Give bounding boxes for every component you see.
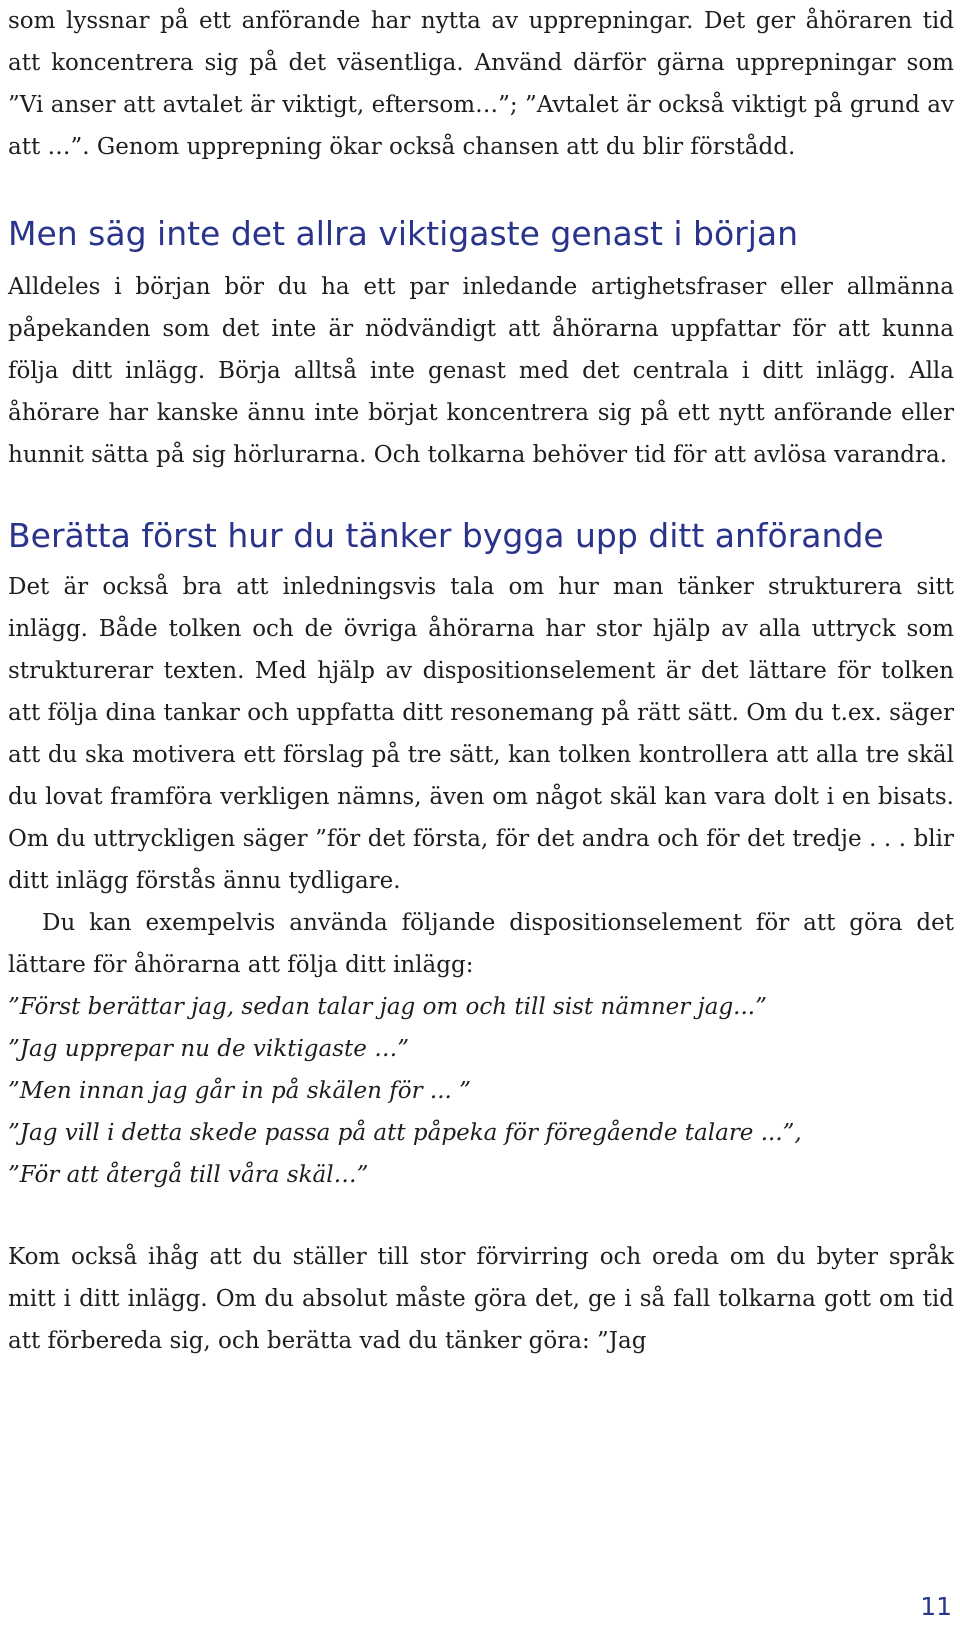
- example-phrase: ”Jag upprepar nu de viktigaste …”: [8, 1036, 409, 1062]
- example-phrase: ”För att återgå till våra skäl…”: [8, 1162, 369, 1188]
- document-page: [8, 0, 954, 1362]
- intro-paragraph: som lyssnar på ett anförande har nytta av upprepningar. Det ger åhöraren tid att koncentrera sig på det väsentliga. Använd därför gärna upprepningar som ”Vi anser att avtalet är viktigt, eftersom…”; ”Avtalet är också viktigt på grund av att …”. Genom upprepning ökar också chansen att du blir förstådd.: [8, 8, 954, 160]
- example-phrase: ”Jag vill i detta skede passa på att påpeka för föregående talare ...”,: [8, 1120, 802, 1146]
- section-paragraph-examples: Du kan exempelvis använda följande dispositionselement för att göra det lättare för åhörarna att följa ditt inlägg:: [8, 910, 954, 978]
- section-paragraph-start: Alldeles i början bör du ha ett par inledande artighetsfraser eller allmänna påpekanden som det inte är nödvändigt att åhörarna uppfattar för att kunna följa ditt inlägg. Börja alltså inte genast med det centrala i ditt inlägg. Alla åhörare har kanske ännu inte börjat koncentrera sig på ett nytt anförande eller hunnit sätta på sig hörlurarna. Och tolkarna behöver tid för att avlösa varandra.: [8, 274, 954, 468]
- section-heading-structure: Berätta först hur du tänker bygga upp ditt anförande: [8, 516, 884, 555]
- section-paragraph-structure: Det är också bra att inledningsvis tala om hur man tänker strukturera sitt inlägg. Både tolken och de övriga åhörarna har stor hjälp av alla uttryck som strukturerar texten. Med hjälp av dispositionselement är det lättare för tolken att följa dina tankar och uppfatta ditt resonemang på rätt sätt. Om du t.ex. säger att du ska motivera ett förslag på tre sätt, kan tolken kontrollera att alla tre skäl du lovat framföra verkligen nämns, även om något skäl kan vara dolt i en bisats. Om du uttryckligen säger ”för det första, för det andra och för det tredje . . . blir ditt inlägg förstås ännu tydligare.: [8, 574, 954, 894]
- example-phrase: ”Först berättar jag, sedan talar jag om och till sist nämner jag...”: [8, 994, 767, 1020]
- example-phrase: ”Men innan jag går in på skälen för ... ”: [8, 1078, 471, 1104]
- example-phrases-list: [8, 986, 954, 1196]
- section-paragraph-language: Kom också ihåg att du ställer till stor förvirring och oreda om du byter språk mitt i ditt inlägg. Om du absolut måste göra det, ge i så fall tolkarna gott om tid att förbereda sig, och berätta vad du tänker göra: ”Jag: [8, 1244, 954, 1354]
- section-heading-start: Men säg inte det allra viktigaste genast i början: [8, 214, 799, 253]
- page-number: 11: [920, 1592, 952, 1621]
